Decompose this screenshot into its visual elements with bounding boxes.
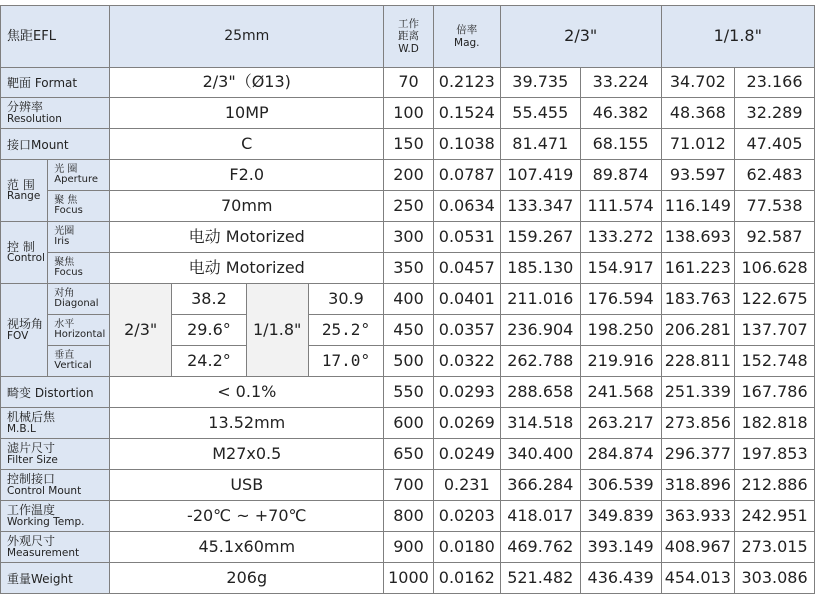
fov-format-a-label: 2/3" <box>110 284 172 377</box>
value-cell: 47.405 <box>735 129 815 160</box>
value-cell: 197.853 <box>735 439 815 470</box>
table-row <box>1 253 815 284</box>
iris-control-value: 电动 Motorized <box>110 222 384 253</box>
table-row <box>1 501 815 532</box>
value-cell: 206.281 <box>661 315 735 346</box>
efl-value: 25mm <box>110 6 384 68</box>
value-cell: 185.130 <box>500 253 580 284</box>
mag-cell: 0.0162 <box>433 563 500 594</box>
wd-header: 工作 距离 W.D <box>384 6 433 68</box>
table-row <box>1 222 815 253</box>
format-value: 2/3"（Ø13) <box>110 68 384 98</box>
mag-cell: 0.0357 <box>433 315 500 346</box>
value-cell: 318.896 <box>661 470 735 501</box>
control-mount-label: 控制接口 Control Mount <box>1 470 110 501</box>
value-cell: 469.762 <box>500 532 580 563</box>
mag-cell: 0.0322 <box>433 346 500 377</box>
format-a-header: 2/3" <box>500 6 661 68</box>
fov-format-b-label: 1/1.8" <box>246 284 308 377</box>
mag-cell: 0.2123 <box>433 68 500 98</box>
value-cell: 182.818 <box>735 408 815 439</box>
value-cell: 34.702 <box>661 68 735 98</box>
resolution-value: 10MP <box>110 98 384 129</box>
mag-cell: 0.0203 <box>433 501 500 532</box>
mag-header: 倍率 Mag. <box>433 6 500 68</box>
weight-label: 重量Weight <box>1 563 110 594</box>
lens-spec-table <box>0 5 815 594</box>
value-cell: 161.223 <box>661 253 735 284</box>
mag-cell: 0.0293 <box>433 377 500 408</box>
value-cell: 133.272 <box>580 222 661 253</box>
table-row <box>1 563 815 594</box>
mag-cell: 0.0180 <box>433 532 500 563</box>
table-row <box>1 160 815 191</box>
value-cell: 284.874 <box>580 439 661 470</box>
wd-cell: 150 <box>384 129 433 160</box>
value-cell: 152.748 <box>735 346 815 377</box>
value-cell: 116.149 <box>661 191 735 222</box>
wd-cell: 900 <box>384 532 433 563</box>
value-cell: 93.597 <box>661 160 735 191</box>
value-cell: 241.568 <box>580 377 661 408</box>
value-cell: 408.967 <box>661 532 735 563</box>
value-cell: 228.811 <box>661 346 735 377</box>
fov-b-vertical: 17.0° <box>308 346 384 377</box>
value-cell: 133.347 <box>500 191 580 222</box>
mount-label: 接口Mount <box>1 129 110 160</box>
measurement-value: 45.1x60mm <box>110 532 384 563</box>
wd-cell: 550 <box>384 377 433 408</box>
value-cell: 71.012 <box>661 129 735 160</box>
range-label: 范 围 Range <box>1 160 48 222</box>
value-cell: 183.763 <box>661 284 735 315</box>
wd-cell: 200 <box>384 160 433 191</box>
wd-cell: 250 <box>384 191 433 222</box>
wd-cell: 100 <box>384 98 433 129</box>
focus-label: 聚 焦 Focus <box>48 191 110 222</box>
value-cell: 296.377 <box>661 439 735 470</box>
format-b-header: 1/1.8" <box>661 6 814 68</box>
table-row <box>1 68 815 98</box>
fov-a-horizontal: 29.6° <box>172 315 247 346</box>
diagonal-label: 对角 Diagonal <box>48 284 110 315</box>
value-cell: 236.904 <box>500 315 580 346</box>
value-cell: 138.693 <box>661 222 735 253</box>
value-cell: 89.874 <box>580 160 661 191</box>
distortion-label: 畸变 Distortion <box>1 377 110 408</box>
value-cell: 273.015 <box>735 532 815 563</box>
temp-label: 工作温度 Working Temp. <box>1 501 110 532</box>
resolution-label: 分辨率 Resolution <box>1 98 110 129</box>
wd-cell: 350 <box>384 253 433 284</box>
value-cell: 262.788 <box>500 346 580 377</box>
vertical-label: 垂直 Vertical <box>48 346 110 377</box>
table-row <box>1 439 815 470</box>
mag-cell: 0.0249 <box>433 439 500 470</box>
wd-cell: 70 <box>384 68 433 98</box>
table-row <box>1 98 815 129</box>
value-cell: 122.675 <box>735 284 815 315</box>
value-cell: 340.400 <box>500 439 580 470</box>
value-cell: 55.455 <box>500 98 580 129</box>
wd-cell: 500 <box>384 346 433 377</box>
value-cell: 251.339 <box>661 377 735 408</box>
value-cell: 92.587 <box>735 222 815 253</box>
weight-value: 206g <box>110 563 384 594</box>
value-cell: 33.224 <box>580 68 661 98</box>
table-row <box>1 191 815 222</box>
mount-value: C <box>110 129 384 160</box>
mag-cell: 0.0787 <box>433 160 500 191</box>
aperture-value: F2.0 <box>110 160 384 191</box>
table-row <box>1 470 815 501</box>
temp-value: -20℃ ~ +70℃ <box>110 501 384 532</box>
wd-cell: 450 <box>384 315 433 346</box>
format-label: 靶面 Format <box>1 68 110 98</box>
table-row <box>1 284 815 315</box>
mag-cell: 0.1524 <box>433 98 500 129</box>
value-cell: 288.658 <box>500 377 580 408</box>
mag-cell: 0.0531 <box>433 222 500 253</box>
value-cell: 81.471 <box>500 129 580 160</box>
value-cell: 366.284 <box>500 470 580 501</box>
value-cell: 212.886 <box>735 470 815 501</box>
fov-b-horizontal: 25.2° <box>308 315 384 346</box>
value-cell: 349.839 <box>580 501 661 532</box>
value-cell: 62.483 <box>735 160 815 191</box>
value-cell: 211.016 <box>500 284 580 315</box>
efl-label: 焦距EFL <box>1 6 110 68</box>
wd-cell: 400 <box>384 284 433 315</box>
wd-cell: 1000 <box>384 563 433 594</box>
fov-label: 视场角 FOV <box>1 284 48 377</box>
value-cell: 303.086 <box>735 563 815 594</box>
value-cell: 111.574 <box>580 191 661 222</box>
value-cell: 242.951 <box>735 501 815 532</box>
value-cell: 436.439 <box>580 563 661 594</box>
value-cell: 159.267 <box>500 222 580 253</box>
value-cell: 48.368 <box>661 98 735 129</box>
table-row <box>1 532 815 563</box>
iris-label: 光圈 Iris <box>48 222 110 253</box>
value-cell: 273.856 <box>661 408 735 439</box>
table-row <box>1 408 815 439</box>
fov-a-vertical: 24.2° <box>172 346 247 377</box>
fov-b-diagonal: 30.9 <box>308 284 384 315</box>
wd-cell: 650 <box>384 439 433 470</box>
mag-cell: 0.0269 <box>433 408 500 439</box>
wd-cell: 300 <box>384 222 433 253</box>
value-cell: 314.518 <box>500 408 580 439</box>
value-cell: 77.538 <box>735 191 815 222</box>
value-cell: 137.707 <box>735 315 815 346</box>
value-cell: 39.735 <box>500 68 580 98</box>
mbl-value: 13.52mm <box>110 408 384 439</box>
value-cell: 454.013 <box>661 563 735 594</box>
filter-label: 滤片尺寸 Filter Size <box>1 439 110 470</box>
value-cell: 167.786 <box>735 377 815 408</box>
value-cell: 32.289 <box>735 98 815 129</box>
horizontal-label: 水平 Horizontal <box>48 315 110 346</box>
mag-cell: 0.0401 <box>433 284 500 315</box>
mag-cell: 0.1038 <box>433 129 500 160</box>
value-cell: 418.017 <box>500 501 580 532</box>
mag-cell: 0.0457 <box>433 253 500 284</box>
value-cell: 263.217 <box>580 408 661 439</box>
wd-cell: 600 <box>384 408 433 439</box>
value-cell: 23.166 <box>735 68 815 98</box>
value-cell: 107.419 <box>500 160 580 191</box>
measurement-label: 外观尺寸 Measurement <box>1 532 110 563</box>
value-cell: 154.917 <box>580 253 661 284</box>
mag-cell: 0.0634 <box>433 191 500 222</box>
control-label: 控 制 Control <box>1 222 48 284</box>
value-cell: 363.933 <box>661 501 735 532</box>
fov-a-diagonal: 38.2 <box>172 284 247 315</box>
control-mount-value: USB <box>110 470 384 501</box>
value-cell: 219.916 <box>580 346 661 377</box>
wd-cell: 800 <box>384 501 433 532</box>
value-cell: 46.382 <box>580 98 661 129</box>
mag-cell: 0.231 <box>433 470 500 501</box>
value-cell: 106.628 <box>735 253 815 284</box>
wd-cell: 700 <box>384 470 433 501</box>
filter-value: M27x0.5 <box>110 439 384 470</box>
mbl-label: 机械后焦 M.B.L <box>1 408 110 439</box>
value-cell: 306.539 <box>580 470 661 501</box>
table-row <box>1 129 815 160</box>
value-cell: 176.594 <box>580 284 661 315</box>
focus-control-label: 聚焦 Focus <box>48 253 110 284</box>
focus-control-value: 电动 Motorized <box>110 253 384 284</box>
value-cell: 521.482 <box>500 563 580 594</box>
aperture-label: 光 圈 Aperture <box>48 160 110 191</box>
table-row <box>1 377 815 408</box>
value-cell: 68.155 <box>580 129 661 160</box>
header-row <box>1 6 815 68</box>
value-cell: 393.149 <box>580 532 661 563</box>
focus-range-value: 70mm <box>110 191 384 222</box>
value-cell: 198.250 <box>580 315 661 346</box>
distortion-value: < 0.1% <box>110 377 384 408</box>
